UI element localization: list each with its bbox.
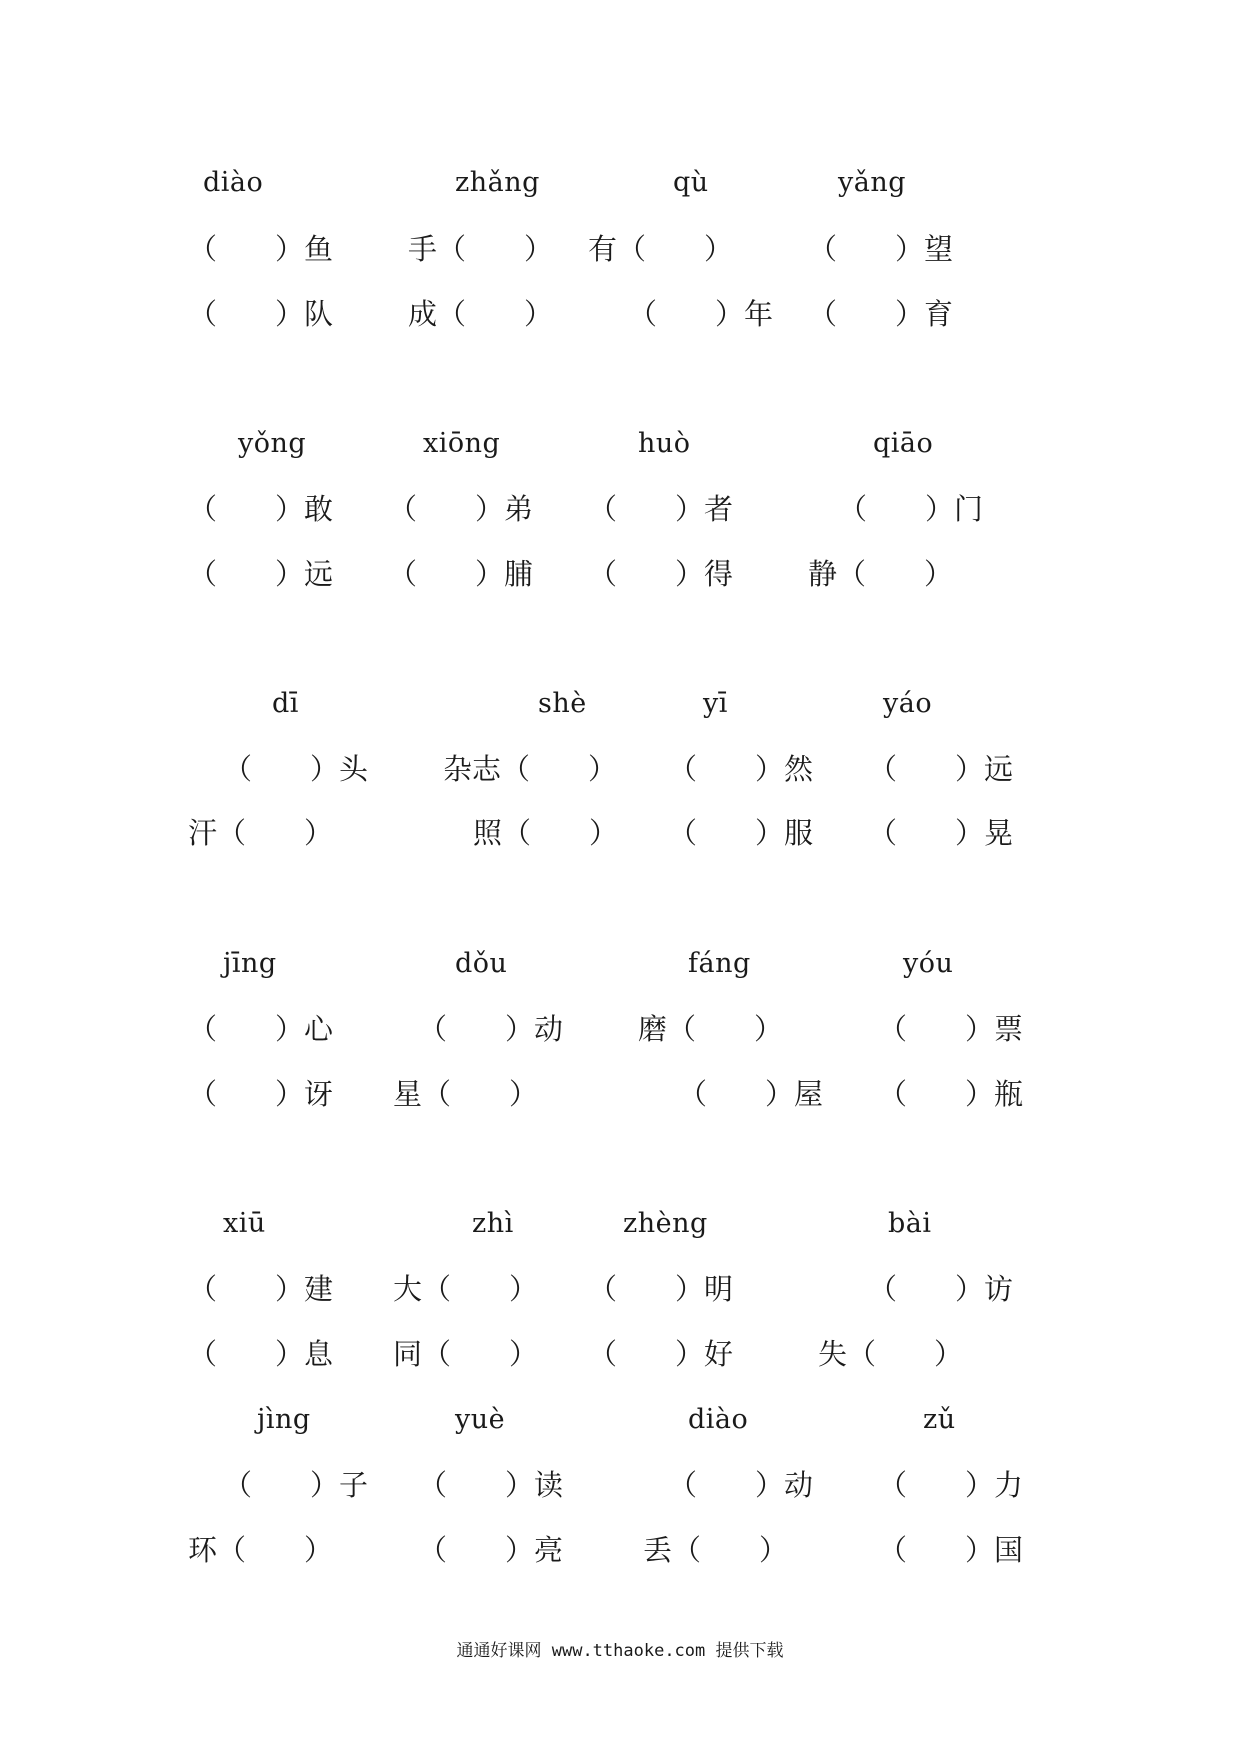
word-blank: （ ）弟: [388, 492, 534, 526]
word-blank: （ ）讶: [188, 1077, 334, 1111]
pinyin-label: zhèng: [623, 1208, 708, 1239]
pinyin-label: shè: [538, 688, 587, 719]
word-blank: 照（ ）: [473, 816, 619, 850]
word-blank: （ ）服: [668, 816, 814, 850]
word-blank: （ ）头: [223, 752, 369, 786]
word-blank: （ ）然: [668, 752, 814, 786]
word-blank: （ ）远: [188, 557, 334, 591]
word-blank: 杂志（ ）: [443, 752, 618, 786]
word-blank: （ ）明: [588, 1272, 734, 1306]
word-blank: （ ）门: [838, 492, 984, 526]
word-blank: （ ）望: [808, 232, 954, 266]
word-blank: （ ）年: [628, 297, 774, 331]
word-blank: （ ）鱼: [188, 232, 334, 266]
pinyin-label: xiū: [223, 1208, 266, 1239]
word-blank: （ ）访: [868, 1272, 1014, 1306]
pinyin-label: yǒng: [238, 428, 307, 459]
pinyin-label: jīng: [223, 948, 277, 979]
word-blank: （ ）息: [188, 1337, 334, 1371]
pinyin-label: xiōng: [423, 428, 501, 459]
word-blank: （ ）读: [418, 1468, 564, 1502]
pinyin-label: dǒu: [455, 948, 508, 979]
word-blank: （ ）远: [868, 752, 1014, 786]
word-blank: （ ）国: [878, 1533, 1024, 1567]
word-blank: （ ）者: [588, 492, 734, 526]
word-blank: 丢（ ）: [643, 1533, 789, 1567]
word-blank: （ ）屋: [678, 1077, 824, 1111]
word-blank: 成（ ）: [408, 297, 554, 331]
pinyin-label: yǎng: [838, 167, 907, 198]
word-blank: （ ）晃: [868, 816, 1014, 850]
word-blank: （ ）建: [188, 1272, 334, 1306]
pinyin-label: yuè: [455, 1404, 506, 1435]
word-blank: （ ）得: [588, 557, 734, 591]
footer-credit: 通通好课网 www.tthaoke.com 提供下载: [456, 1641, 784, 1661]
word-blank: 磨（ ）: [638, 1012, 784, 1046]
word-blank: （ ）队: [188, 297, 334, 331]
pinyin-label: fáng: [688, 948, 751, 979]
pinyin-label: jìng: [257, 1404, 311, 1435]
word-blank: 静（ ）: [808, 557, 954, 591]
word-blank: （ ）好: [588, 1337, 734, 1371]
word-blank: （ ）育: [808, 297, 954, 331]
word-blank: （ ）脯: [388, 557, 534, 591]
word-blank: （ ）力: [878, 1468, 1024, 1502]
word-blank: 有（ ）: [588, 232, 734, 266]
word-blank: （ ）心: [188, 1012, 334, 1046]
word-blank: 失（ ）: [818, 1337, 964, 1371]
word-blank: 手（ ）: [408, 232, 554, 266]
pinyin-label: yóu: [903, 948, 954, 979]
pinyin-label: diào: [203, 167, 264, 198]
word-blank: （ ）瓶: [878, 1077, 1024, 1111]
pinyin-label: qiāo: [873, 428, 934, 459]
pinyin-label: dī: [272, 688, 299, 719]
word-blank: （ ）票: [878, 1012, 1024, 1046]
word-blank: 星（ ）: [393, 1077, 539, 1111]
pinyin-label: zǔ: [923, 1404, 956, 1435]
pinyin-label: huò: [638, 428, 691, 459]
word-blank: 环（ ）: [188, 1533, 334, 1567]
word-blank: 大（ ）: [393, 1272, 539, 1306]
pinyin-label: diào: [688, 1404, 749, 1435]
pinyin-label: yáo: [883, 688, 933, 719]
word-blank: （ ）敢: [188, 492, 334, 526]
word-blank: 同（ ）: [393, 1337, 539, 1371]
pinyin-label: zhǎng: [455, 167, 540, 198]
pinyin-label: yī: [703, 688, 728, 719]
word-blank: （ ）动: [418, 1012, 564, 1046]
word-blank: （ ）子: [223, 1468, 369, 1502]
pinyin-label: bài: [888, 1208, 932, 1239]
word-blank: 汗（ ）: [188, 816, 334, 850]
pinyin-label: zhì: [472, 1208, 514, 1239]
word-blank: （ ）亮: [418, 1533, 564, 1567]
word-blank: （ ）动: [668, 1468, 814, 1502]
pinyin-label: qù: [673, 167, 709, 198]
